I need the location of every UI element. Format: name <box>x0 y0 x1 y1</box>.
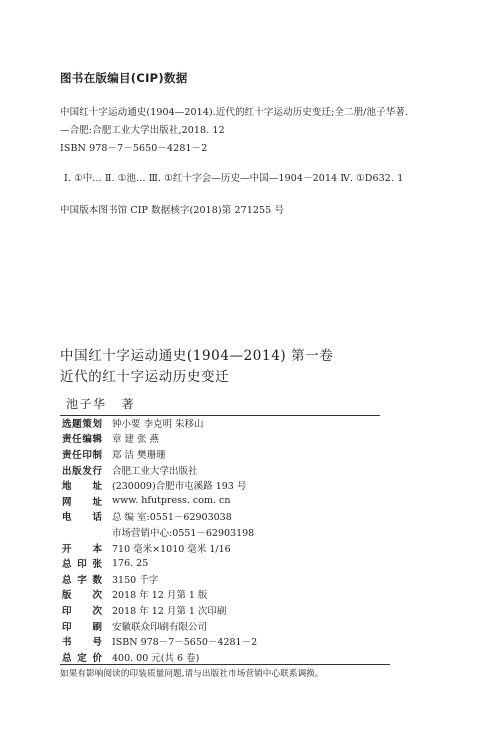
info-label <box>62 540 108 556</box>
info-label <box>62 493 108 509</box>
info-row <box>62 587 362 603</box>
info-row <box>62 602 362 618</box>
info-label-text: 印 次 <box>62 605 102 617</box>
info-label <box>62 649 108 665</box>
info-value: 钟小要 李克明 朱移山 <box>112 418 204 430</box>
info-row <box>62 633 362 649</box>
info-label-text: 出 版 发 行 <box>62 465 102 477</box>
info-row <box>62 462 362 478</box>
info-label <box>62 571 108 587</box>
author-role: 著 <box>121 397 136 411</box>
info-label <box>62 587 108 603</box>
info-row <box>62 415 362 431</box>
info-label-text: 网 址 <box>62 496 102 508</box>
book-title-volume: 近代的红十字运动历史变迁 <box>60 369 230 385</box>
info-value: 2018 年 12 月第 1 次印刷 <box>112 605 227 617</box>
info-row <box>62 477 362 493</box>
info-label-text: 总 印 张 <box>62 559 102 571</box>
info-label <box>62 431 108 447</box>
publication-info-body <box>62 415 362 665</box>
info-label <box>62 509 108 525</box>
info-label <box>62 618 108 634</box>
info-row <box>62 493 362 509</box>
info-label-text: 选 题 策 划 <box>62 418 102 430</box>
info-row <box>62 509 362 525</box>
info-row <box>62 555 362 571</box>
info-row <box>62 431 362 447</box>
cip-classification-line: Ⅰ. ①中… Ⅱ. ①池… Ⅲ. ①红十字会—历史—中国—1904－2014 Ⅳ. ①D632. 1 <box>64 173 404 184</box>
info-row <box>62 618 362 634</box>
info-value: 总 编 室:0551－62903038 <box>112 512 232 524</box>
info-value: ISBN 978－7－5650－4281－2 <box>112 637 258 649</box>
info-label <box>62 602 108 618</box>
cip-heading: 图书在版编目(CIP)数据 <box>60 71 188 85</box>
quality-notice: 如果有影响阅读的印装质量问题,请与出版社市场营销中心联系调换。 <box>60 669 324 679</box>
cip-publisher-line: —合肥:合肥工业大学出版社,2018. 12 <box>60 125 225 136</box>
cip-isbn-line: ISBN 978－7－5650－4281－2 <box>60 143 208 154</box>
info-value: 2018 年 12 月第 1 版 <box>112 590 208 602</box>
info-label-text: 总 字 数 <box>62 574 102 586</box>
info-label-text: 版 次 <box>62 590 102 602</box>
info-value: 400. 00 元(共 6 卷) <box>112 652 200 664</box>
info-label-text: 地 址 <box>62 481 102 493</box>
info-value: 郑 洁 樊珊珊 <box>112 449 166 461</box>
info-label-text: 电 话 <box>62 512 102 524</box>
info-label <box>62 446 108 462</box>
info-row <box>62 571 362 587</box>
info-value: 市场营销中心:0551－62903198 <box>112 527 255 539</box>
info-value: 章 建 张 燕 <box>112 434 160 446</box>
info-label <box>62 477 108 493</box>
author-name: 池子华 <box>66 397 107 411</box>
info-label <box>62 415 108 431</box>
info-label-text: 书 号 <box>62 637 102 649</box>
info-label <box>62 462 108 478</box>
info-label-text: 总 定 价 <box>62 652 102 664</box>
info-value: 合肥工业大学出版社 <box>112 465 198 477</box>
info-row <box>62 649 362 665</box>
author-line <box>60 393 380 416</box>
info-value: www. hfutpress. com. cn <box>112 495 231 507</box>
info-label <box>62 524 108 540</box>
info-label-text: 责 任 印 制 <box>62 449 102 461</box>
info-label-text: 开 本 <box>62 543 102 555</box>
cip-entry-line: 中国红十字运动通史(1904—2014).近代的红十字运动历史变迁;全二册/池子华著. <box>60 107 409 118</box>
info-value: (230009)合肥市屯溪路 193 号 <box>112 481 247 493</box>
info-value: 710 毫米×1010 毫米 1/16 <box>112 543 231 555</box>
info-row <box>62 446 362 462</box>
info-row <box>62 540 362 556</box>
cip-record-number: 中国版本图书馆 CIP 数据核字(2018)第 271255 号 <box>60 205 285 216</box>
publication-info-table <box>62 415 362 665</box>
info-value: 3150 千字 <box>112 574 159 586</box>
info-value: 安徽联众印刷有限公司 <box>112 621 208 633</box>
footer-divider <box>60 664 390 665</box>
info-value: 176. 25 <box>112 557 149 569</box>
book-title-main: 中国红十字运动通史(1904—2014) 第一卷 <box>60 348 334 364</box>
info-label-text: 印 刷 <box>62 621 102 633</box>
info-label <box>62 633 108 649</box>
info-row <box>62 524 362 540</box>
info-label <box>62 555 108 571</box>
info-label-text: 责 任 编 辑 <box>62 434 102 446</box>
